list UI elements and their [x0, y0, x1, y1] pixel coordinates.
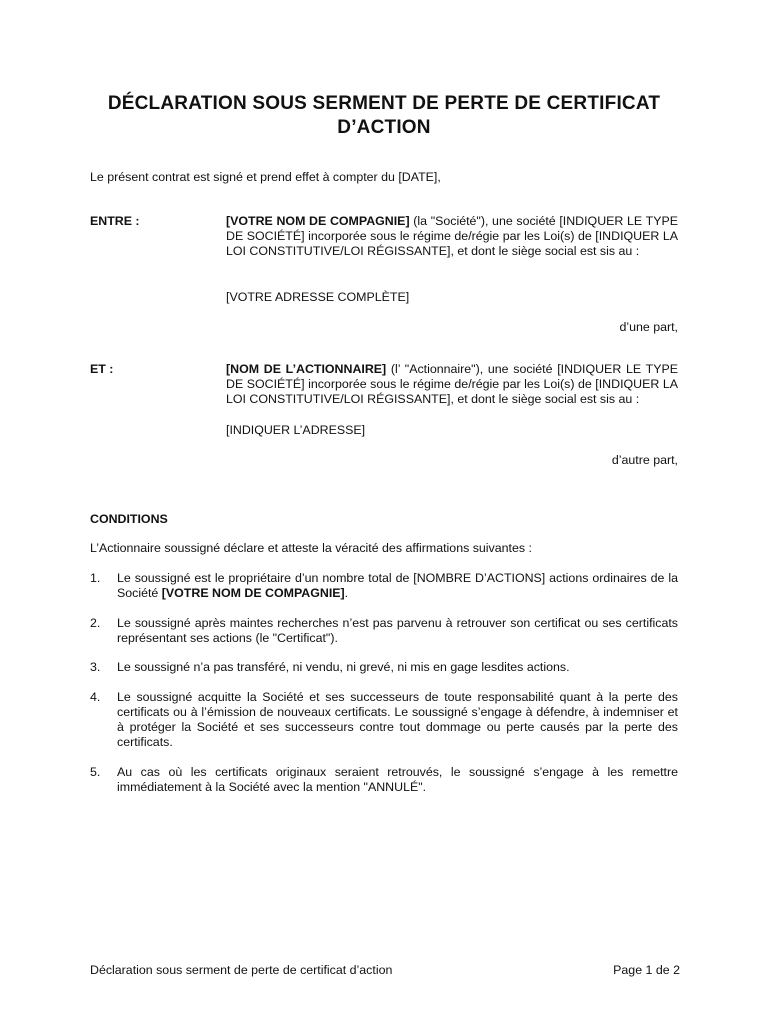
party2-address: [INDIQUER L’ADRESSE] — [226, 423, 366, 437]
footer-page-number: Page 1 de 2 — [613, 963, 680, 977]
list-item — [90, 690, 678, 750]
party1-label: ENTRE : — [90, 214, 140, 228]
party1-paragraph — [226, 214, 678, 259]
list-item-number: 3. — [90, 660, 101, 674]
list-item — [90, 616, 678, 646]
party2-description: (l’ "Actionnaire"), une société [INDIQUER LE TYPE DE SOCIÉTÉ] incorporée sous le régime de/régie par les Loi(s) de [INDIQUER LA LOI CONSTITUTIVE/LOI RÉGISSANTE], et dont le siège social est sis au : — [226, 362, 678, 406]
list-item-text: Le soussigné acquitte la Société et ses successeurs de toute responsabilité quant à la perte des certificats ou à l’émission de nouveaux certificats. Le soussigné s’engage à défendre, à indemniser et à protéger la Société et ses successeurs contre tout dommage ou perte causés par la perte des certificats. — [117, 690, 678, 749]
list-item-text: Au cas où les certificats originaux seraient retrouvés, le soussigné s’engage à les remettre immédiatement à la Société avec la mention "ANNULÉ". — [117, 765, 678, 794]
list-item-text: Le soussigné après maintes recherches n’est pas parvenu à retrouver son certificat ou ses certificats représentant ses actions (le "Certificat"). — [117, 616, 678, 645]
party1-address: [VOTRE ADRESSE COMPLÈTE] — [226, 290, 410, 304]
list-item-text — [117, 571, 678, 601]
list-item — [90, 765, 678, 795]
document-title — [80, 92, 688, 140]
list-item-number: 1. — [90, 571, 101, 585]
party2-paragraph — [226, 362, 678, 407]
party1-name: [VOTRE NOM DE COMPAGNIE] — [226, 214, 410, 228]
list-item-number: 2. — [90, 616, 101, 630]
conditions-heading: CONDITIONS — [90, 512, 168, 526]
title-line-2: D’ACTION — [337, 117, 431, 138]
title-line-1: DÉCLARATION SOUS SERMENT DE PERTE DE CERTIFICAT — [107, 93, 661, 114]
list-item-number: 4. — [90, 690, 101, 704]
party1-description: (la "Société"), une société [INDIQUER LE TYPE DE SOCIÉTÉ] incorporée sous le régime de/régie par les Loi(s) de [INDIQUER LA LOI CONSTITUTIVE/LOI RÉGISSANTE], et dont le siège social est sis au : — [226, 214, 678, 258]
footer-document-name: Déclaration sous serment de perte de certificat d’action — [90, 963, 393, 977]
party2-name: [NOM DE L’ACTIONNAIRE] — [226, 362, 387, 376]
list-item-bold-company: [VOTRE NOM DE COMPAGNIE] — [161, 586, 345, 600]
list-item-text-part: Le soussigné est le propriétaire d’un nombre total de [NOMBRE D’ACTIONS] actions ordinaires de la Société — [117, 571, 678, 600]
list-item-text-end: . — [344, 586, 349, 600]
party2-side: d’autre part, — [611, 453, 678, 467]
intro-paragraph: Le présent contrat est signé et prend effet à compter du [DATE], — [90, 170, 441, 184]
party2-label: ET : — [90, 362, 114, 376]
party1-side: d’une part, — [619, 320, 678, 334]
list-item — [90, 660, 678, 675]
list-item-number: 5. — [90, 765, 101, 779]
conditions-lead: L’Actionnaire soussigné déclare et atteste la véracité des affirmations suivantes : — [90, 541, 532, 555]
list-item — [90, 571, 678, 601]
list-item-text: Le soussigné n’a pas transféré, ni vendu, ni grevé, ni mis en gage lesdites actions. — [117, 660, 570, 674]
